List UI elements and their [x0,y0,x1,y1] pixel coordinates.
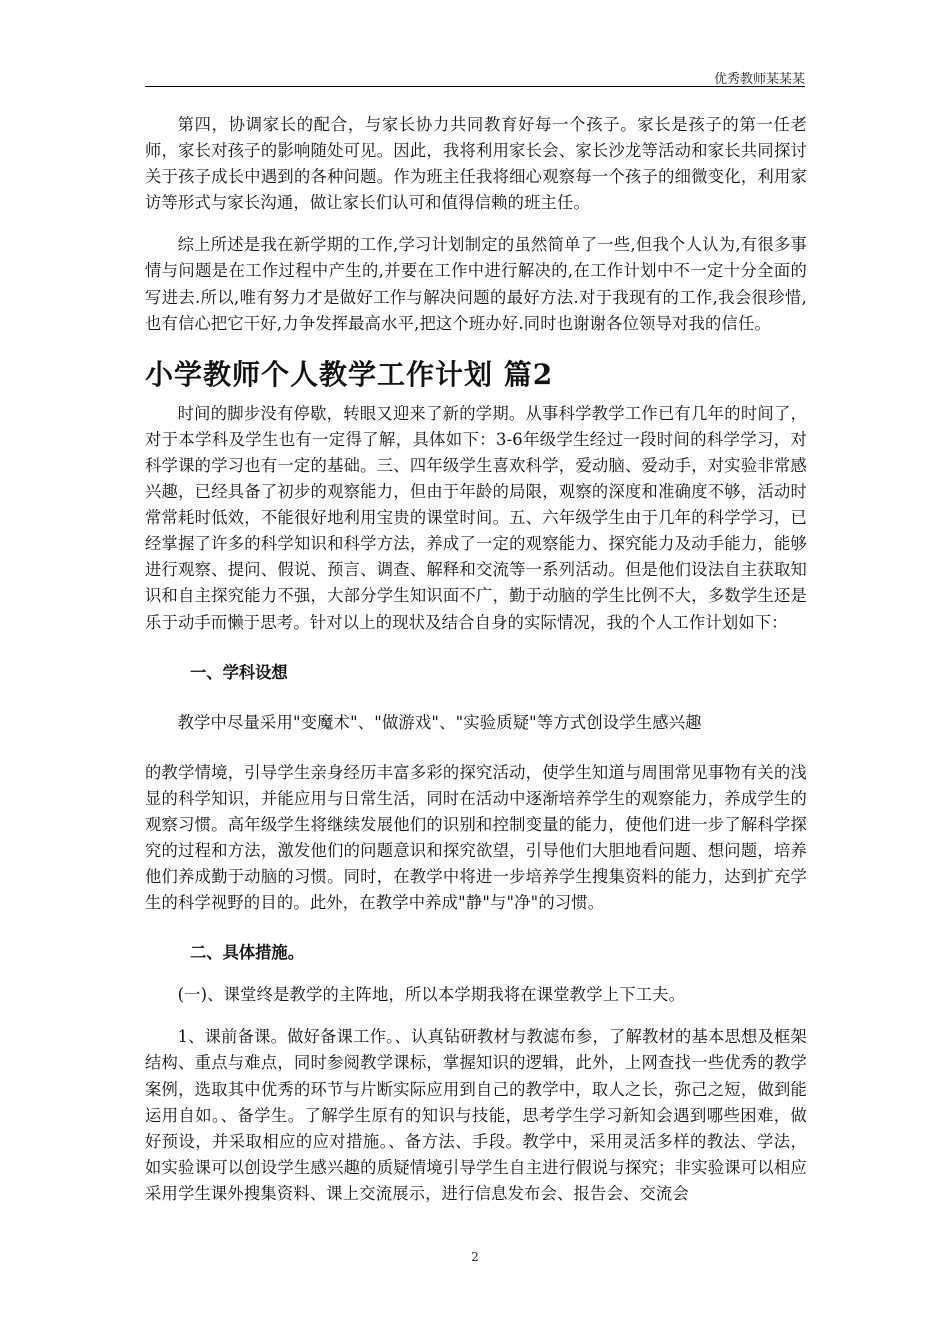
subheading-measures: 二、具体措施。 [190,943,304,963]
paragraph-teaching-methods: 教学中尽量采用"变魔术"、"做游戏"、"实验质疑"等方式创设学生感兴趣 [177,712,702,732]
paragraph-lesson-prep: 1、课前备课。做好备课工作。、认真钻研教材与教滤布参，了解教材的基本思想及框架结构、重点与难点，同时参阅教学课标，掌握知识的逻辑，此外，上网查找一些优秀的教学案例，选取其中优秀的环节与片断实际应用到自己的教学中，取人之长，弥己之短，做到能运用自如。、备学生。了解学生原有的知识与技能，思考学生学习新知会遇到哪些困难，做好预设，并采取相应的应对措施。、备方法、手段。教学中，采用灵活多样的教法、学法，如实验课可以创设学生感兴趣的质疑情境引导学生自主进行假说与探究；非实验课可以相应采用学生课外搜集资料、课上交流展示，进行信息发布会、报告会、交流会 [145,1027,807,1203]
page-header-text: 优秀教师某某某 [713,72,805,87]
paragraph-teaching-situation: 的教学情境，引导学生亲身经历丰富多彩的探究活动，使学生知道与周围常见事物有关的浅显的科学知识，并能应用与日常生活，同时在活动中逐渐培养学生的观察能力，养成学生的观察习惯。高年级学生将继续发展他们的识别和控制变量的能力，使他们进一步了解科学探究的过程和方法，激发他们的问题意识和探究欲望，引导他们大胆地看问题、想问题，培养他们养成勤于动脑的习惯。同时，在教学中将进一步培养学生搜集资料的能力，达到扩充学生的科学视野的目的。此外，在教学中养成"静"与"净"的习惯。 [145,762,807,913]
paragraph-summary: 综上所述是我在新学期的工作,学习计划制定的虽然简单了一些,但我个人认为,有很多事情与问题是在工作过程中产生的,并要在工作中进行解决的,在工作计划中不一定十分全面的写进去.所以,唯有努力才是做好工作与解决问题的最好方法.对于我现有的工作,我会很珍惜,也有信心把它干好,力争发挥最高水平,把这个班办好.同时也谢谢各位领导对我的信任。 [145,235,807,333]
paragraph-classroom-main: (一)、课堂终是教学的主阵地，所以本学期我将在课堂教学上下工夫。 [177,985,686,1005]
section-heading: 小学教师个人教学工作计划 篇2 [145,357,554,391]
paragraph-student-analysis: 时间的脚步没有停歇，转眼又迎来了新的学期。从事科学教学工作已有几年的时间了，对于本学科及学生也有一定得了解，具体如下：3-6年级学生经过一段时间的科学学习，对科学课的学习也有一定的基础。三、四年级学生喜欢科学，爱动脑、爱动手，对实验非常感兴趣，已经具备了初步的观察能力，但由于年龄的局限，观察的深度和准确度不够，活动时常常耗时低效，不能很好地利用宝贵的课堂时间。五、六年级学生由于几年的科学学习，已经掌握了许多的科学知识和科学方法，养成了一定的观察能力、探究能力及动手能力，能够进行观察、提问、假说、预言、调查、解释和交流等一系列活动。但是他们设法自主获取知识和自主探究能力不强，大部分学生知识面不广，勤于动脑的学生比例不大，多数学生还是乐于动手而懒于思考。针对以上的现状及结合自身的实际情况，我的个人工作计划如下： [145,403,807,632]
subheading-subject-ideas: 一、学科设想 [190,662,288,682]
page-number: 2 [471,1250,479,1264]
header-divider [145,86,805,87]
document-body [145,112,807,1207]
paragraph-parent-cooperation: 第四，协调家长的配合，与家长协力共同教育好每一个孩子。家长是孩子的第一任老师，家长对孩子的影响随处可见。因此，我将利用家长会、家长沙龙等活动和家长共同探讨关于孩子成长中遇到的各种问题。作为班主任我将细心观察每一个孩子的细微变化，利用家访等形式与家长沟通，做让家长们认可和值得信赖的班主任。 [145,115,807,213]
